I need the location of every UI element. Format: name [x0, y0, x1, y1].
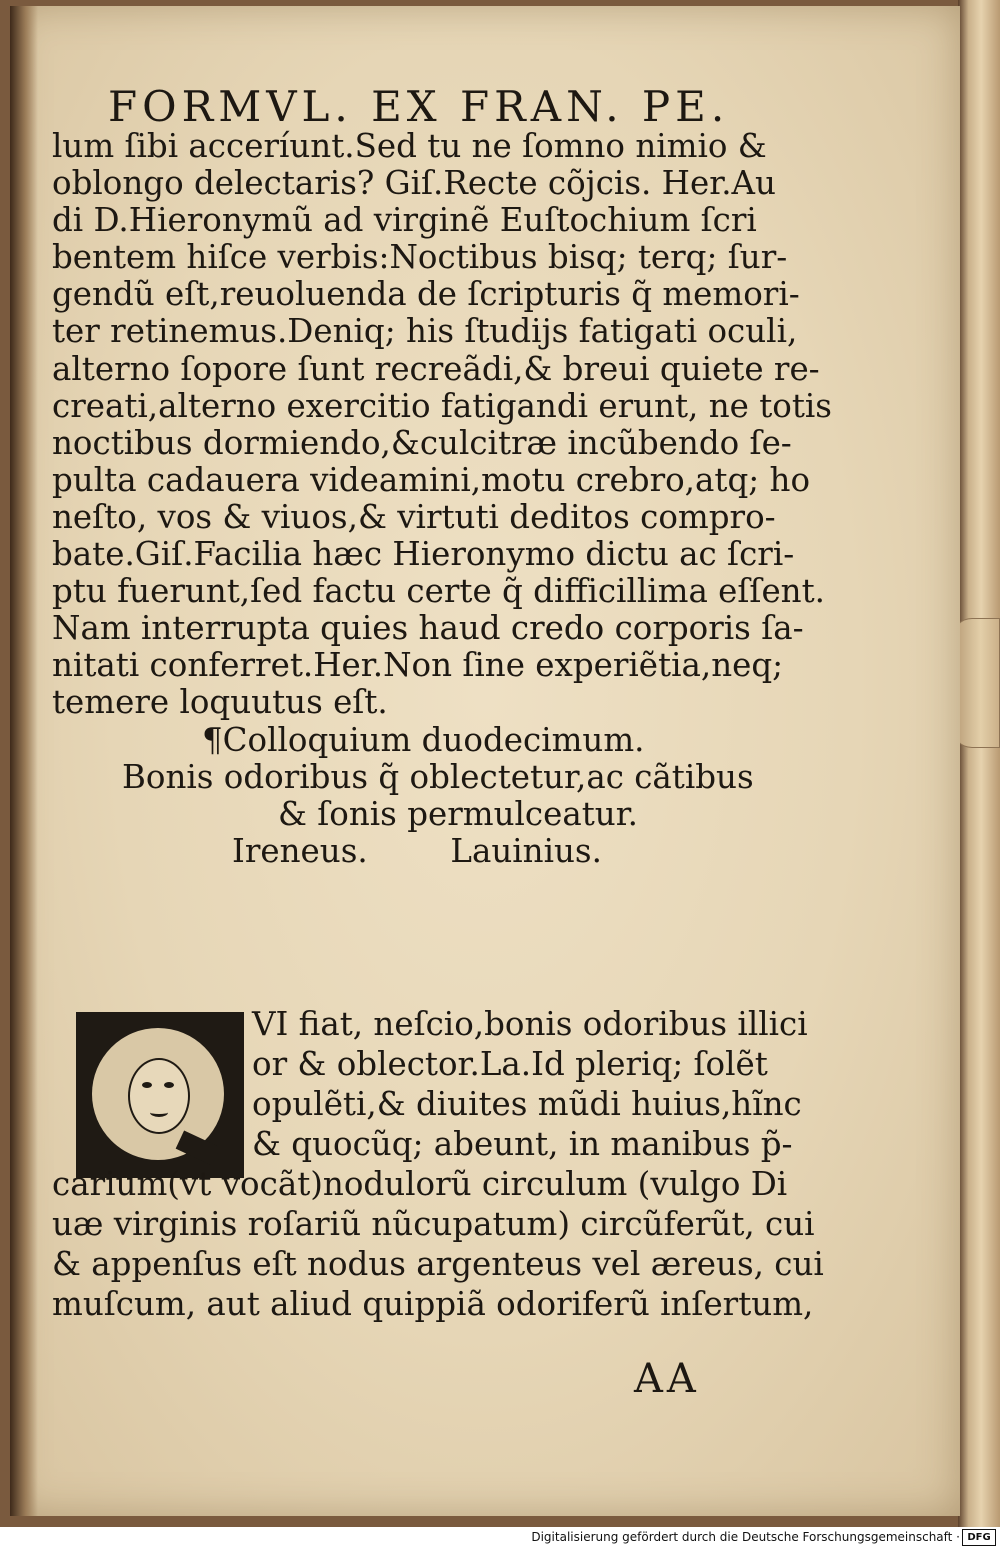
footer-bar [0, 1527, 1000, 1547]
text-line: temere loquutus eſt. [52, 683, 388, 722]
text-line: bentem hiſce verbis:Noctibus bisq; terq; ſur- [52, 238, 788, 277]
text-line: opulẽti,& diuites mũdi huius,hĩnc [252, 1085, 802, 1123]
text-line: neſto, vos & viuos,& virtuti deditos compro- [52, 497, 776, 536]
second-paragraph [52, 1004, 858, 1324]
text-line: alterno ſopore ſunt recreãdi,& breui quiete re- [52, 349, 820, 388]
colloquium-subtitle: Bonis odoribus q̃ oblectetur,ac cãtibus [122, 757, 754, 796]
text-line: ptu fuerunt,ſed factu certe q̃ difficillima eſſent. [52, 572, 826, 611]
text-line: noctibus dormiendo,&culcitræ incũbendo ſe- [52, 423, 792, 462]
text-line: VI fiat, neſcio,bonis odoribus illici [252, 1005, 808, 1043]
text-line: gendũ eſt,reuoluenda de ſcripturis q̃ memori- [52, 275, 800, 314]
dfg-logo: DFG [962, 1529, 996, 1546]
text-line: di D.Hieronymũ ad virginẽ Euſtochium ſcri [52, 201, 757, 240]
text-line: ter retinemus.Deniq; his ſtudijs fatigati oculi, [52, 312, 798, 351]
main-text [52, 128, 858, 870]
signature-mark: AA [634, 1356, 700, 1402]
colloquium-subtitle-2: & ſonis permulceatur. [278, 794, 639, 833]
text-line: pulta cadauera videamini,motu crebro,atq; ho [52, 460, 811, 499]
text-line: or & oblector.La.Id pleriq; ſolẽt [252, 1045, 768, 1083]
colloquium-heading: ¶Colloquium duodecimum. [202, 720, 645, 759]
book-fore-edge [958, 0, 1000, 1527]
page-gutter [10, 6, 38, 1516]
running-head: FORMVL. EX FRAN. PE. [108, 82, 730, 131]
text-line: lum ſibi acceríunt.Sed tu ne ſomno nimio & [52, 127, 767, 165]
text-line: & appenſus eſt nodus argenteus vel æreus, cui [52, 1245, 824, 1283]
text-line: nitati conferret.Her.Non ſine experiẽtia,neq; [52, 646, 784, 685]
text-line: muſcum, aut aliud quippiã odoriferũ inſertum, [52, 1285, 814, 1323]
funding-credit: Digitalisierung gefördert durch die Deutsche Forschungsgemeinschaft · [531, 1530, 960, 1544]
text-line: & quocũq; abeunt, in manibus p̃- [252, 1125, 793, 1163]
text-line: Nam interrupta quies haud credo corporis ſa- [52, 609, 804, 648]
text-line: uæ virginis roſariũ nũcupatum) circũferũt, cui [52, 1205, 815, 1243]
speaker-names: Ireneus. Lauinius. [232, 831, 602, 870]
text-line: bate.Giſ.Facilia hæc Hieronymo dictu ac ſcri- [52, 535, 795, 574]
text-line: creati,alterno exercitio fatigandi erunt, ne totis [52, 386, 832, 425]
text-line: oblongo delectaris? Giſ.Recte cõjcis. Her.Au [52, 164, 776, 203]
text-line: carium(vt vocãt)nodulorũ circulum (vulgo Di [52, 1165, 788, 1203]
